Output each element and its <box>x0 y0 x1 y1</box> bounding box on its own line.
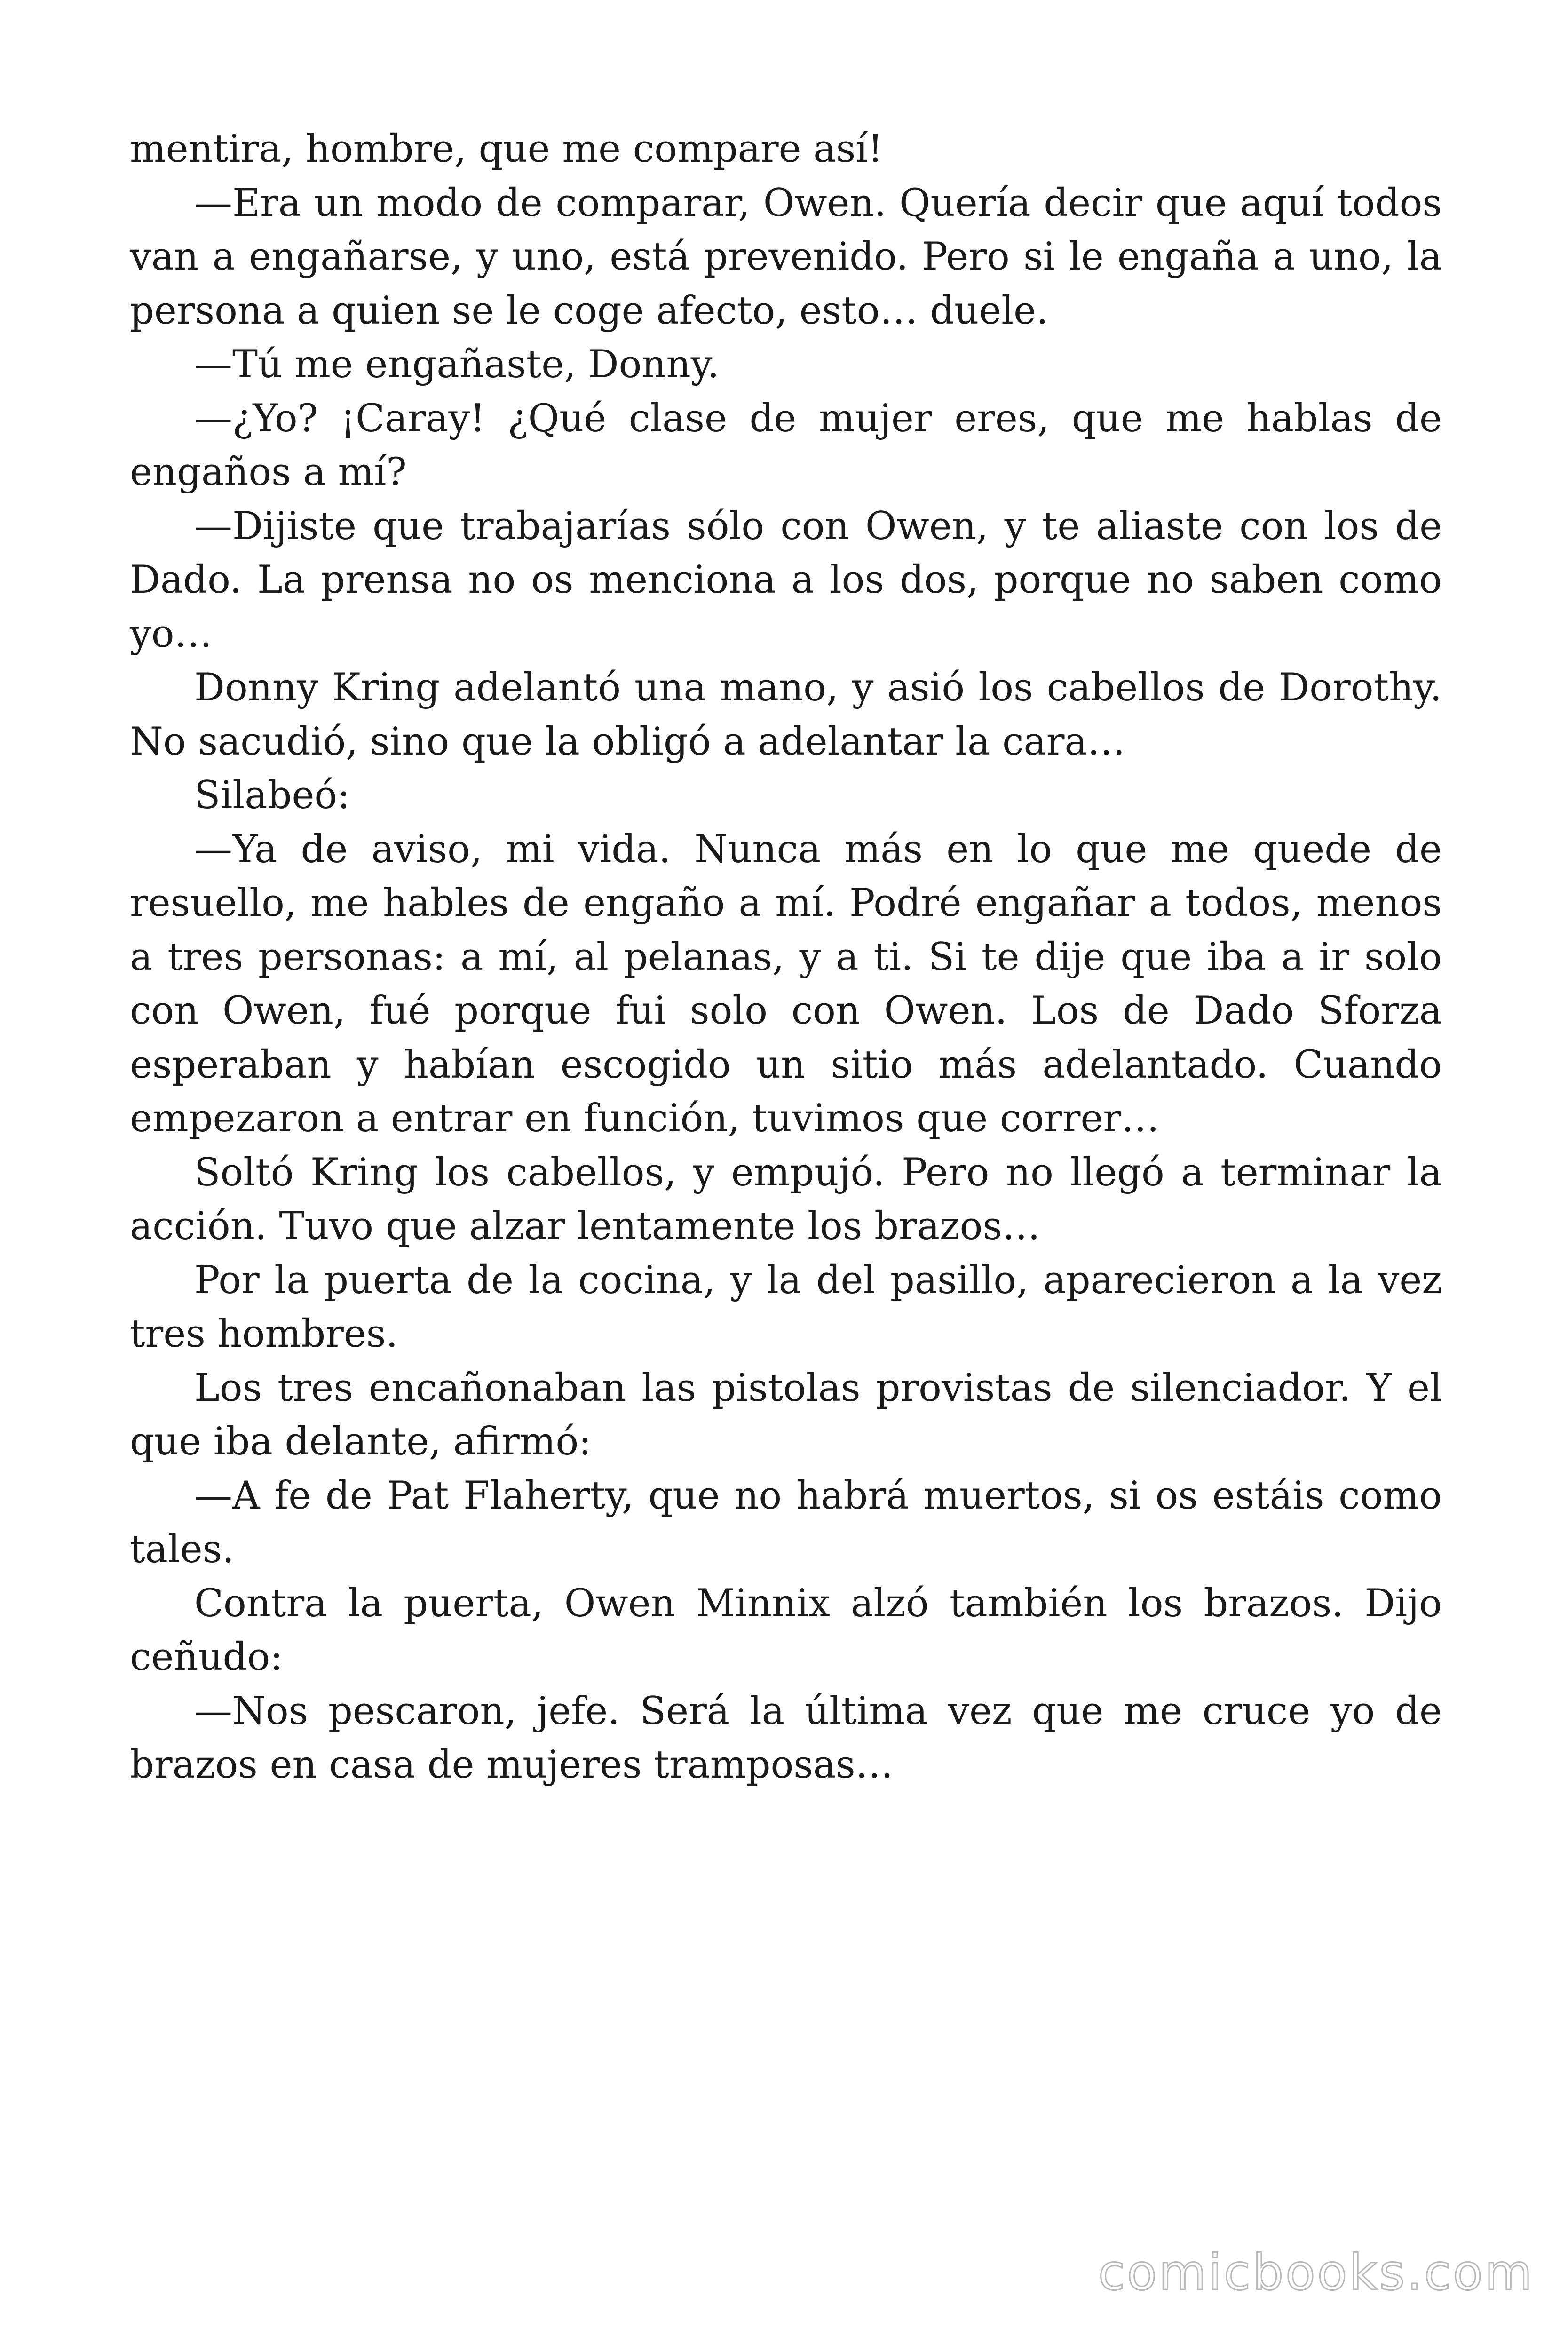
paragraph: —Dijiste que trabajarías sólo con Owen, y te aliaste con los de Dado. La prensa no os menciona a los dos, porque no saben como yo… <box>130 504 1442 656</box>
paragraph: —A fe de Pat Flaherty, que no habrá muertos, si os estáis como tales. <box>130 1473 1442 1572</box>
paragraph-continued: mentira, hombre, que me compare así! <box>130 127 883 171</box>
paragraph: —¿Yo? ¡Caray! ¿Qué clase de mujer eres, que me hablas de engaños a mí? <box>130 396 1442 494</box>
paragraph: —Tú me engañaste, Donny. <box>194 342 720 387</box>
paragraph: Silabeó: <box>194 773 350 818</box>
paragraph: Contra la puerta, Owen Minnix alzó también los brazos. Dijo ceñudo: <box>130 1581 1442 1679</box>
paragraph: —Ya de aviso, mi vida. Nunca más en lo que me quede de resuello, me hables de engaño a mí. Podré engañar a todos, menos a tres personas: a mí, al pelanas, y a ti. Si te dije que iba a ir solo con Owen, fué porque fui solo con Owen. Los de Dado Sforza esperaban y habían escogido un sitio más adelantado. Cuando empezaron a entrar en función, tuvimos que correr… <box>130 827 1442 1141</box>
body-text <box>130 122 1442 1792</box>
paragraph: Soltó Kring los cabellos, y empujó. Pero no llegó a terminar la acción. Tuvo que alzar lentamente los brazos… <box>130 1150 1442 1248</box>
paragraph: Donny Kring adelantó una mano, y asió los cabellos de Dorothy. No sacudió, sino que la obligó a adelantar la cara… <box>130 666 1442 764</box>
watermark: comicbooks.com <box>1098 2244 1534 2301</box>
paragraph: —Nos pescaron, jefe. Será la última vez que me cruce yo de brazos en casa de mujeres tramposas… <box>130 1689 1442 1787</box>
paragraph: —Era un modo de comparar, Owen. Quería decir que aquí todos van a engañarse, y uno, está prevenido. Pero si le engaña a uno, la persona a quien se le coge afecto, esto… duele. <box>130 181 1442 333</box>
paragraph: Los tres encañonaban las pistolas provistas de silenciador. Y el que iba delante, afirmó: <box>130 1366 1442 1464</box>
paragraph: Por la puerta de la cocina, y la del pasillo, aparecieron a la vez tres hombres. <box>130 1258 1442 1356</box>
